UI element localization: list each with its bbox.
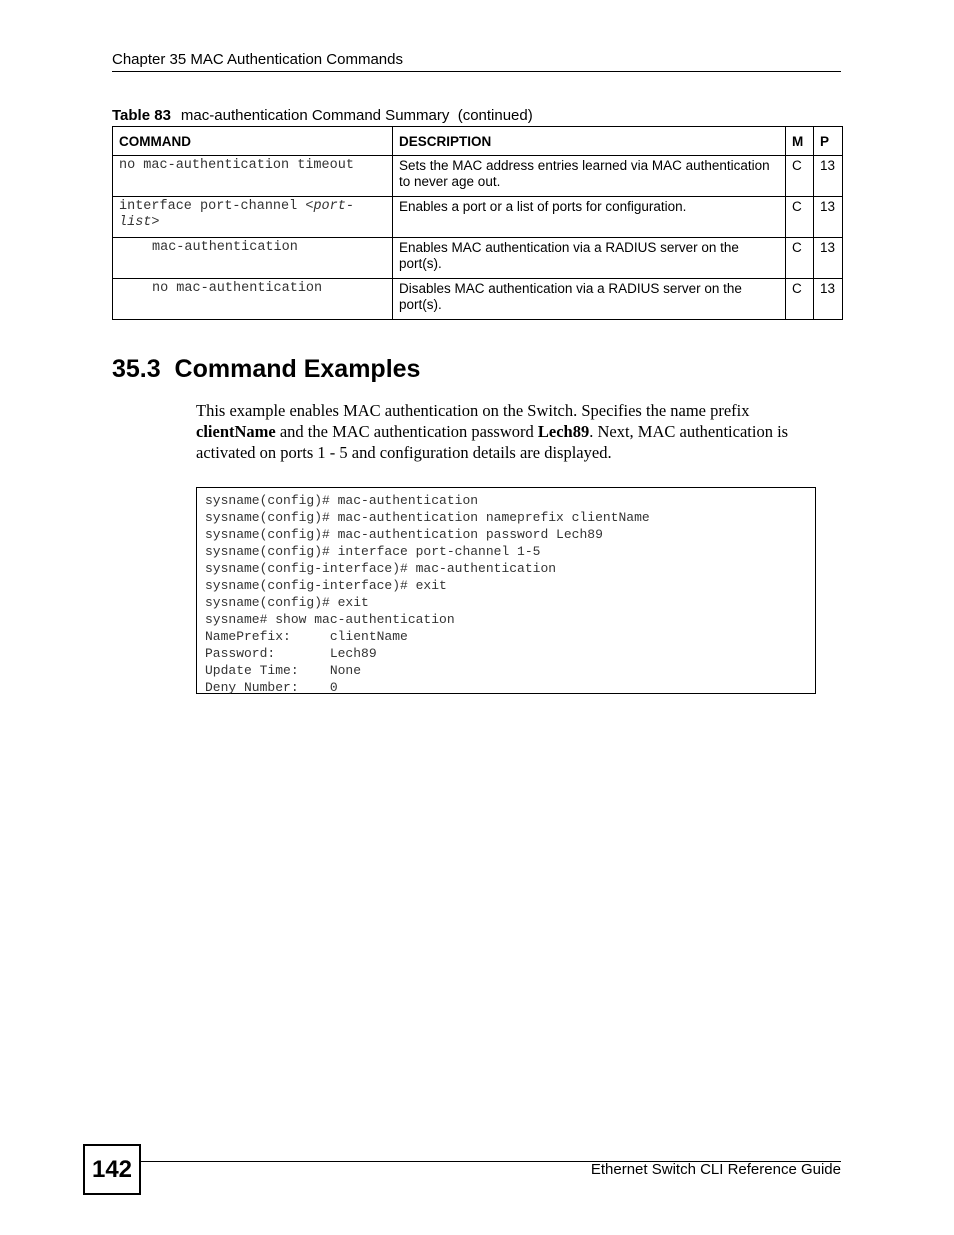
header-m: M (786, 127, 814, 156)
paragraph-text: and the MAC authentication password (275, 422, 538, 441)
header-p: P (814, 127, 843, 156)
privilege-cell: 13 (814, 238, 843, 279)
description-cell: Sets the MAC address entries learned via MAC authentication to never age out. (393, 156, 786, 197)
paragraph-text: . Next, MAC authentication is activated on ports 1 - 5 and configuration details are displayed. (196, 422, 789, 462)
page-number: 142 (83, 1144, 141, 1195)
command-suffix: > (151, 215, 160, 230)
description-cell: Enables MAC authentication via a RADIUS server on the port(s). (393, 238, 786, 279)
command-summary-table (112, 126, 843, 320)
command-cell: mac-authentication (113, 238, 393, 279)
footer-guide-title: Ethernet Switch CLI Reference Guide (590, 1161, 841, 1178)
command-cell: no mac-authentication timeout (113, 156, 393, 197)
privilege-cell: 13 (814, 156, 843, 197)
command-prefix: interface port-channel < (119, 199, 314, 214)
table-row (113, 197, 843, 238)
table-row (113, 279, 843, 320)
command-cell: no mac-authentication (113, 279, 393, 320)
table-row (113, 156, 843, 197)
privilege-cell: 13 (814, 279, 843, 320)
command-argument: port-list (119, 199, 354, 230)
privilege-cell: 13 (814, 197, 843, 238)
mode-cell: C (786, 279, 814, 320)
header-command: COMMAND (113, 127, 393, 156)
mode-cell: C (786, 238, 814, 279)
paragraph-bold-password: Lech89 (537, 422, 590, 441)
chapter-header: Chapter 35 MAC Authentication Commands (112, 51, 403, 68)
paragraph-text: This example enables MAC authentication on the Switch. Specifies the name prefix (196, 401, 750, 420)
table-caption (112, 107, 533, 124)
code-example-box (196, 487, 816, 694)
mode-cell: C (786, 156, 814, 197)
code-example: sysname(config)# mac-authentication sysname(config)# mac-authentication nameprefix clientName sysname(config)# mac-authentication password Lech89 sysname(config)# interface port-channel 1-5 sysname(config-interface)# mac-authentication sysname(config-interface)# exit sysname(config)# exit sysname# show mac-authentication NamePrefix: clientName Password: Lech89 Update Time: None Deny Number: 0 (205, 493, 650, 695)
table-row (113, 238, 843, 279)
table-header-row (113, 127, 843, 156)
table-caption-text: mac-authentication Command Summary (continued) (180, 107, 533, 124)
description-cell: Enables a port or a list of ports for configuration. (393, 197, 786, 238)
table-label: Table 83 (112, 107, 171, 124)
section-title: 35.3 Command Examples (112, 355, 421, 383)
header-rule (112, 71, 841, 72)
header-description: DESCRIPTION (393, 127, 786, 156)
section-paragraph (196, 400, 816, 463)
command-cell (113, 197, 393, 238)
description-cell: Disables MAC authentication via a RADIUS server on the port(s). (393, 279, 786, 320)
mode-cell: C (786, 197, 814, 238)
paragraph-bold-nameprefix: clientName (196, 422, 276, 441)
